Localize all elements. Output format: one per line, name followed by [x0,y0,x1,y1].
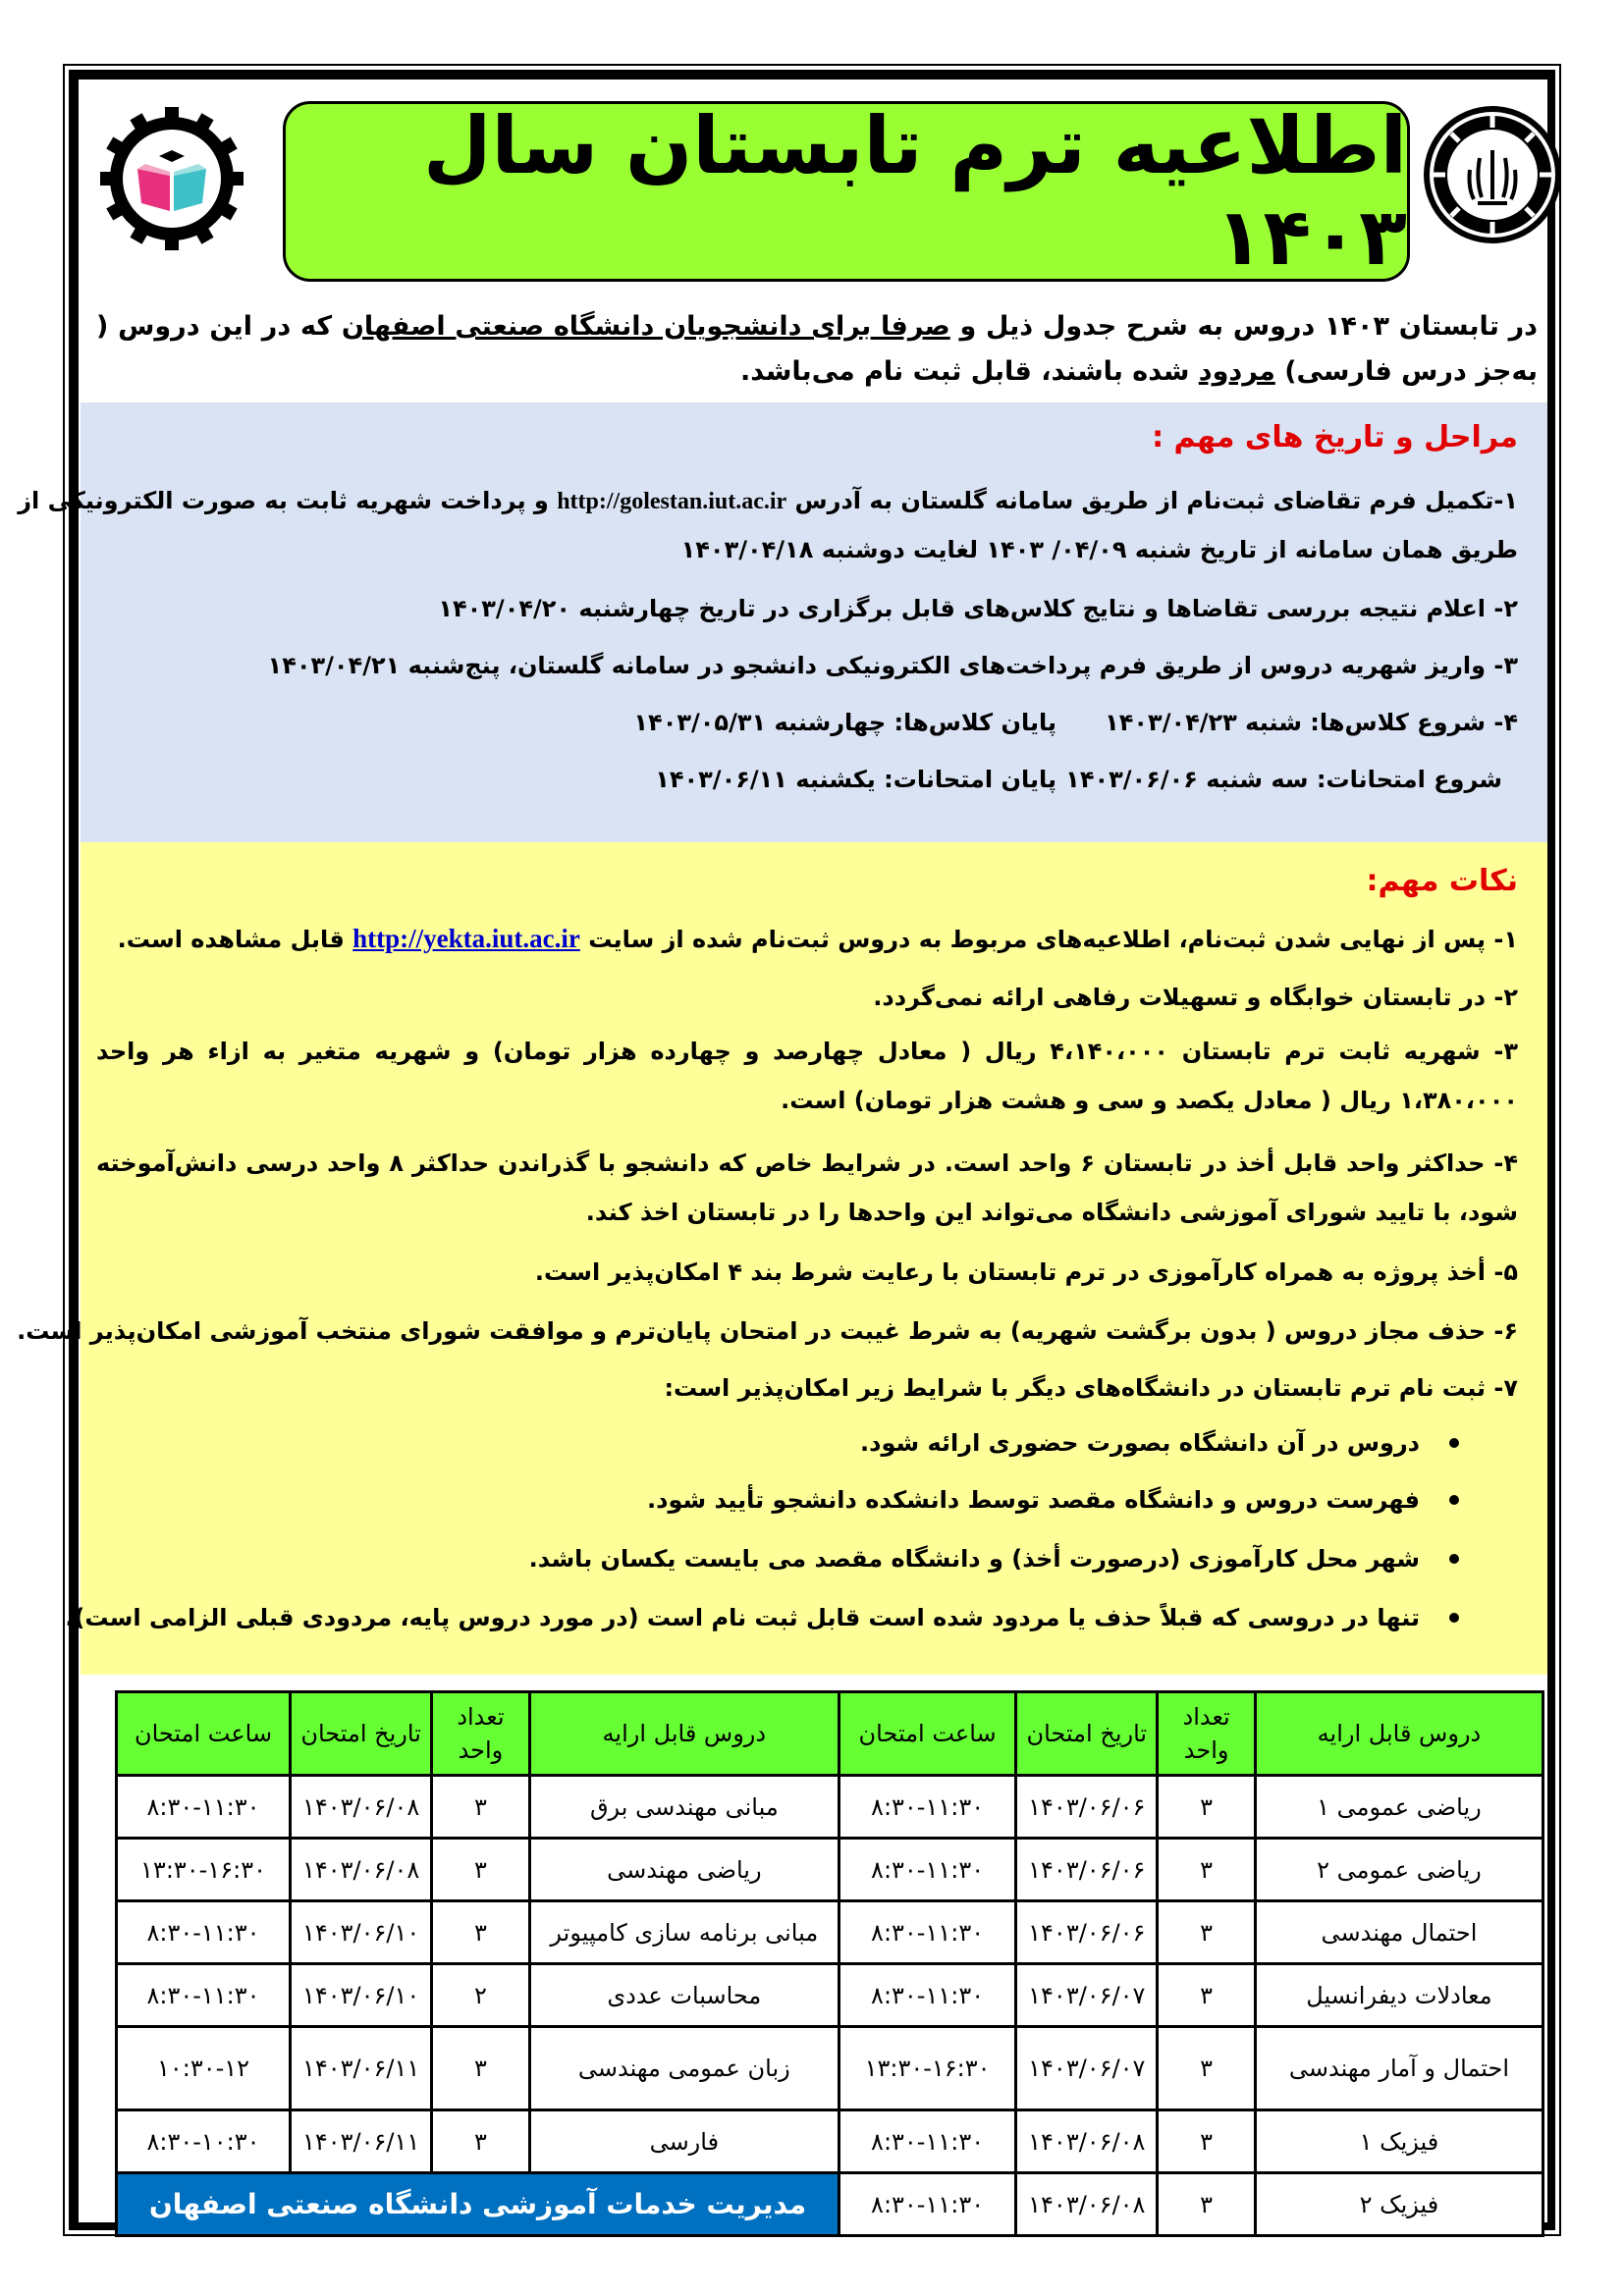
step-4-class-start: ۴- شروع کلاس‌ها: شنبه ۱۴۰۳/۰۴/۲۳ [1105,709,1518,736]
golestan-link[interactable]: http://golestan.iut.ac.ir [557,489,787,514]
bullet-text: فهرست دروس و دانشگاه مقصد توسط دانشکده دانشجو تأیید شود. [647,1486,1420,1514]
header-exam-time: ساعت امتحان [839,1692,1015,1776]
note-7-bullet [529,1545,1459,1573]
note-7: ۷- ثبت نام ترم تابستان در دانشگاه‌های دیگر با شرایط زیر امکان‌پذیر است: [664,1374,1518,1402]
cell-right-units: ۳ [1158,1776,1256,1839]
cell-left-course: محاسبات عددی [529,1964,839,2027]
header-exam-date: تاریخ امتحان [291,1692,432,1776]
cell-right-time: ۸:۳۰-۱۱:۳۰ [839,1839,1015,1901]
page-title: اطلاعیه ترم تابستان سال ۱۴۰۳ [423,100,1407,283]
bullet-icon [1449,1613,1459,1623]
bullet-icon [1449,1438,1459,1448]
intro-underlined-2: مردود [1198,356,1275,387]
table-header-row [117,1692,1543,1776]
cell-right-course: معادلات دیفرانسیل [1255,1964,1543,2027]
note-4: ۴- حداکثر واحد قابل أخذ در تابستان ۶ واحد است. در شرایط خاص که دانشجو با گذراندن حداکثر ۸ واحد درسی دانش‌آموخته شود، با تایید شورای آموزشی دانشگاه می‌تواند این واحدها را در تابستان اخذ کند. [96,1149,1518,1226]
note-5: ۵- أخذ پروژه به همراه کارآموزی در ترم تابستان با رعایت شرط بند ۴ امکان‌پذیر است. [534,1258,1518,1286]
cell-left-date: ۱۴۰۳/۰۶/۱۰ [291,1964,432,2027]
cell-left-date: ۱۴۰۳/۰۶/۱۰ [291,1901,432,1964]
cell-right-units: ۳ [1158,1839,1256,1901]
gear-book-logo-icon [98,105,245,252]
footer-banner: مدیریت خدمات آموزشی دانشگاه صنعتی اصفهان [117,2173,839,2236]
cell-right-units: ۳ [1158,2110,1256,2173]
course-schedule-table [115,1690,1544,2237]
cell-right-date: ۱۴۰۳/۰۶/۰۸ [1016,2173,1158,2236]
note-7-bullet [860,1429,1459,1457]
cell-right-course: احتمال مهندسی [1255,1901,1543,1964]
cell-left-course: ریاضی مهندسی [529,1839,839,1901]
table-row [117,2110,1543,2173]
cell-right-date: ۱۴۰۳/۰۶/۰۶ [1016,1901,1158,1964]
cell-right-course: احتمال و آمار مهندسی [1255,2027,1543,2110]
university-logo [1419,101,1566,248]
cell-right-course: فیزیک ۱ [1255,2110,1543,2173]
step-1-line-2: طریق همان سامانه از تاریخ شنبه ۰۴/۰۹/ ۱۴۰۳ لغایت دوشنبه ۱۴۰۳/۰۴/۱۸ [680,536,1518,563]
cell-left-units: ۲ [432,1964,530,2027]
cell-right-units: ۳ [1158,2027,1256,2110]
table-row [117,2173,1543,2236]
cell-right-time: ۸:۳۰-۱۱:۳۰ [839,1776,1015,1839]
exam-end: پایان امتحانات: یکشنبه ۱۴۰۳/۰۶/۱۱ [655,766,1056,793]
exam-start: شروع امتحانات: سه شنبه ۱۴۰۳/۰۶/۰۶ [1065,766,1502,793]
cell-left-course: مبانی مهندسی برق [529,1776,839,1839]
cell-right-date: ۱۴۰۳/۰۶/۰۷ [1016,2027,1158,2110]
intro-text-1: در تابستان ۱۴۰۳ دروس به شرح جدول ذیل و [949,311,1539,342]
cell-right-date: ۱۴۰۳/۰۶/۰۸ [1016,2110,1158,2173]
cell-left-units: ۳ [432,1776,530,1839]
note-3: ۳- شهریه ثابت ترم تابستان ۴،۱۴۰،۰۰۰ ریال ( معادل چهارصد و چهارده هزار تومان) و شهریه متغیر به ازاء هر واحد ۱،۳۸۰،۰۰۰ ریال ( معادل یکصد و سی و هشت هزار تومان) است. [96,1038,1519,1114]
cell-right-time: ۸:۳۰-۱۱:۳۰ [839,1901,1015,1964]
cell-left-date: ۱۴۰۳/۰۶/۰۸ [291,1839,432,1901]
table-row [117,1839,1543,1901]
note-7-bullet [65,1604,1459,1631]
cell-right-time: ۸:۳۰-۱۱:۳۰ [839,2110,1015,2173]
cell-left-time: ۱۳:۳۰-۱۶:۳۰ [117,1839,291,1901]
header-course: دروس قابل ارایه [1255,1692,1543,1776]
intro-text-3: شده باشند، قابل ثبت نام می‌باشد. [740,356,1199,387]
education-office-logo [98,105,245,252]
cell-left-units: ۳ [432,2027,530,2110]
header-exam-date: تاریخ امتحان [1016,1692,1158,1776]
cell-right-time: ۸:۳۰-۱۱:۳۰ [839,2173,1015,2236]
cell-right-course: فیزیک ۲ [1255,2173,1543,2236]
bullet-text: تنها در دروسی که قبلاً حذف یا مردود شده است قابل ثبت نام است (در مورد دروس پایه، مردودی قبلی الزامی است). [65,1604,1420,1631]
bullet-icon [1449,1554,1459,1564]
note-2: ۲- در تابستان خوابگاه و تسهیلات رفاهی ارائه نمی‌گردد. [873,984,1518,1011]
table-row [117,1901,1543,1964]
note-1 [96,919,1518,959]
header-exam-time: ساعت امتحان [117,1692,291,1776]
cell-right-course: ریاضی عمومی ۲ [1255,1839,1543,1901]
announcement-title-banner [283,101,1410,282]
cell-left-time: ۸:۳۰-۱۱:۳۰ [117,1964,291,2027]
header-units: تعداد واحد [1158,1692,1256,1776]
note-1-text-b: قابل مشاهده است. [117,926,353,953]
steps-title: مراحل و تاریخ های مهم : [1152,420,1518,454]
table-row [117,2027,1543,2110]
bullet-icon [1449,1495,1459,1505]
cell-right-units: ۳ [1158,1901,1256,1964]
table-row [117,1776,1543,1839]
intro-paragraph [96,304,1538,395]
cell-left-units: ۳ [432,2110,530,2173]
step-3: ۳- واریز شهریه دروس از طریق فرم پرداخت‌های الکترونیکی دانشجو در سامانه گلستان، پنج‌شنبه ۱۴۰۳/۰۴/۲۱ [267,652,1518,679]
cell-left-date: ۱۴۰۳/۰۶/۱۱ [291,2110,432,2173]
important-notes-section [17,842,1547,1675]
cell-right-date: ۱۴۰۳/۰۶/۰۶ [1016,1776,1158,1839]
note-6: ۶- حذف مجاز دروس ( بدون برگشت شهریه) به شرط غیبت در امتحان پایان‌ترم و موافقت شورای منتخب آموزشی امکان‌پذیر است. [17,1317,1518,1345]
cell-left-course: زبان عمومی مهندسی [529,2027,839,2110]
header-course: دروس قابل ارایه [529,1692,839,1776]
university-seal-icon [1419,101,1566,248]
step-1-line-1 [18,481,1518,521]
note-7-bullet [647,1486,1459,1514]
cell-left-time: ۸:۳۰-۱۱:۳۰ [117,1901,291,1964]
notes-title: نکات مهم: [1366,864,1518,898]
intro-underlined-1: صرفا برای دانشجویان دانشگاه صنعتی اصفهان [341,311,950,342]
cell-right-units: ۳ [1158,2173,1256,2236]
cell-left-date: ۱۴۰۳/۰۶/۰۸ [291,1776,432,1839]
step-1-text-a: ۱-تکمیل فرم تقاضای ثبت‌نام از طریق سامانه گلستان به آدرس [786,487,1518,514]
yekta-link[interactable]: http://yekta.iut.ac.ir [352,924,580,953]
cell-left-course: مبانی برنامه سازی کامپیوتر [529,1901,839,1964]
bullet-text: دروس در آن دانشگاه بصورت حضوری ارائه شود. [860,1429,1420,1457]
cell-right-date: ۱۴۰۳/۰۶/۰۷ [1016,1964,1158,2027]
table-row [117,1964,1543,2027]
cell-left-time: ۸:۳۰-۱۱:۳۰ [117,1776,291,1839]
cell-left-course: فارسی [529,2110,839,2173]
cell-right-time: ۸:۳۰-۱۱:۳۰ [839,1964,1015,2027]
cell-left-time: ۸:۳۰-۱۰:۳۰ [117,2110,291,2173]
bullet-text: شهر محل کارآموزی (درصورت أخذ) و دانشگاه مقصد می بایست یکسان باشد. [528,1545,1420,1573]
cell-left-date: ۱۴۰۳/۰۶/۱۱ [291,2027,432,2110]
cell-right-time: ۱۳:۳۰-۱۶:۳۰ [839,2027,1015,2110]
intro-text-2: که در این دروس ( به‌جز درس فارسی) [96,311,1538,387]
header-units: تعداد واحد [432,1692,530,1776]
cell-left-units: ۳ [432,1901,530,1964]
step-2: ۲- اعلام نتیجه بررسی تقاضاها و نتایج کلاس‌های قابل برگزاری در تاریخ چهارشنبه ۱۴۰۳/۰۴/۲۰ [438,595,1518,622]
cell-right-date: ۱۴۰۳/۰۶/۰۶ [1016,1839,1158,1901]
note-1-text-a: ۱- پس از نهایی شدن ثبت‌نام، اطلاعیه‌های مربوط به دروس ثبت‌نام شده از سایت [579,926,1518,953]
cell-right-course: ریاضی عمومی ۱ [1255,1776,1543,1839]
cell-right-units: ۳ [1158,1964,1256,2027]
cell-left-time: ۱۰:۳۰-۱۲ [117,2027,291,2110]
step-1-text-b: و پرداخت شهریه ثابت به صورت الکترونیکی از [18,487,558,514]
cell-left-units: ۳ [432,1839,530,1901]
important-dates-section [18,402,1547,842]
step-4-class-end: پایان کلاس‌ها: چهارشنبه ۱۴۰۳/۰۵/۳۱ [633,709,1056,736]
